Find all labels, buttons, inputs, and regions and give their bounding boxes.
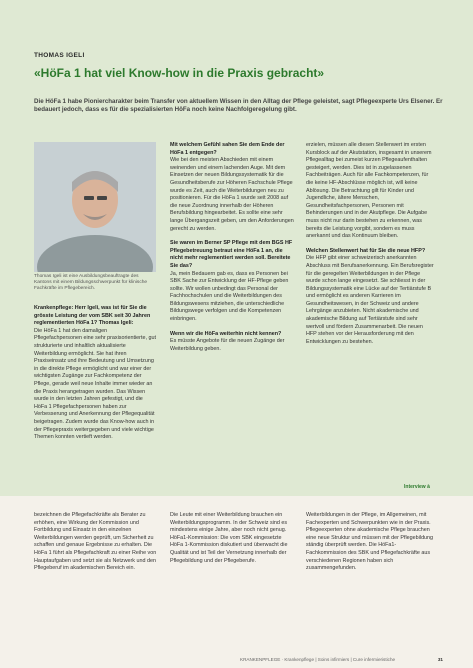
column-1-paragraph bbox=[34, 305, 156, 442]
column-3 bbox=[306, 142, 434, 353]
article-headline: «HöFa 1 hat viel Know-how in die Praxis gebracht» bbox=[34, 66, 325, 80]
answer: Wie bei den meisten Abschieden mit einem weinenden und einem lachenden Auge. Mit dem Einsetzen der neuen Bildungssystematik für die Gesundheitsberufe zur Höheren Fachschule Pflege wurde es Zeit, auch die Weiterbildungen neu zu positionieren. Für die HöFa 1 wurde seit 2008 auf die neue Zuordnung innerhalb der Höheren Berufsbildung hingearbeitet. Es sollte eine sehr lange Übergangszeit geben, um den Anforderungen gerecht zu werden. bbox=[170, 157, 294, 232]
bottom-column-3 bbox=[306, 512, 434, 580]
column-2 bbox=[170, 142, 294, 360]
column-3-paragraph-2 bbox=[306, 248, 434, 347]
question: Wenn wir die HöFa weiterhin nicht kennen? bbox=[170, 330, 282, 337]
page-number: 31 bbox=[437, 657, 443, 662]
question: Mit welchem Gefühl sahen Sie dem Ende der HöFa 1 entgegen? bbox=[170, 142, 285, 156]
column-2-paragraph-2 bbox=[170, 240, 294, 324]
column-2-paragraph-3 bbox=[170, 331, 294, 354]
question: Welchen Stellenwert hat für Sie die neue HFP? bbox=[306, 247, 426, 254]
author-name: THOMAS IGELI bbox=[34, 52, 85, 59]
bottom-paragraph: bezeichnen die Pflegefachkräfte als Berater zu erhöhen, eine Wirkung der Kommission und Fortbildung und Einsatz in den einzelnen Weiterbildungen werden geprüft, um Sicherheit zu schaffen und genaue Ergebnisse zu erhalten. Die HöFa 1 führt als Pflegefachkraft zu einer Reihe von Hauptaufgaben und setzt sie als Netzwerk und den Pflegeberuf im akademischen Bereich ein. bbox=[34, 512, 157, 572]
bottom-paragraph: Weiterbildungen in der Pflege, im Allgemeinen, mit Fachexperten und Schwerpunkten wie in der Praxis. Pflegeexperten ohne akademische Pflege brauchen eine neue Struktur und müssen mit der Pflegebildung ständig überprüft werden. Die HöFa1-Fachkommission des SBK und Pflegefachkräfte aus verschiedenen Regionen haben sich zusammengefunden. bbox=[306, 512, 434, 572]
answer: Die HFP gibt einer schweizerisch anerkannten Abschluss mit Berufsanerkennung. Ein Berufsregister für die geregelten Weiterbildungen in der Pflege wurde schon lange eingesetzt. Sie schliesst in der Bildungssystematik eine Lücke auf der Tertiärstufe B und ermöglicht es anderen Karrieren im Gesundheitswesen, in der Schweiz und andere Lehrgänge anzubieten. Nicht akademische und akademische Bildung auf Tertiärstufe sind sehr wertvoll und fördern Zusammenarbeit. Die neuen HFP stehen vor der Herausforderung mit den Entwicklungen zu bestehen. bbox=[306, 255, 434, 345]
column-2-paragraph-1 bbox=[170, 142, 294, 233]
column-1 bbox=[34, 305, 156, 449]
answer: Die HöFa 1 hat den damaligen Pflegefachpersonen eine sehr praxisorientierte, gut strukturierte und inhaltlich aktualisierte Weiterbildung ermöglicht. Sie hat ihren Praxiseinsatz und ihre Bedeutung und Umsetzung in die direkte Pflege ermöglicht und war einer der wichtigsten Zugänge zur Fachkompetenz der Pflege, gerade weil neue Inhalte immer wieder an die Praxis herangetragen wurden. Das Wissen wurde in den letzten Jahren gefestigt, und die HöFa 1 Pflegefachpersonen haben zur Verbesserung und Anerkennung der Pflegequalität beigetragen. Zudem wurde das Know-how auch in der Pflegepraxis weitergegeben und viele wichtige Themen konnten vertieft werden. bbox=[34, 327, 156, 441]
answer: erzielen, müssen alle diesen Stellenwert im ersten Kursblock auf der Akutstation, insgesamt in unserem Pflegealltag bei zumeist kurzen Pflegeaufenthalten gesteigert, werden. Dies ist in zugelassenen Fachbeiträgen. Auch für alle Fachkompetenzen, für die keine HF-Abschlüsse möglich ist, will keine Ablösung. Die Betrachtung gilt für Kinder und Jugendliche, ältere Menschen, Gesundheitsfachpersonen, Personen mit Behinderungen und in der Akutpflege. Die Aufgabe muss nicht nur darin bestehen zu erkennen, was bereits die Leistung vorgibt, sondern es muss anerkannt und das Kontinuum bleiben. bbox=[306, 142, 432, 240]
bottom-paragraph: Die Leute mit einer Weiterbildung brauchen ein Weiterbildungsprogramm. In der Schweiz sind es mindestens einige Jahre, aber noch nicht genug. HöFa1-Kommission: Die vom SBK eingesetzte HöFa 1-Kommission diskutiert und überwacht die Qualität und ist Teil der Vernetzung innerhalb der Pflegebildung und der Pflegeberufe. bbox=[170, 512, 288, 564]
question: Sie waren im Berner SP Pflege mit dem BGS HF Pflegebetreuung betraut eine HöFa 1 an, die nicht mehr reglementiert werden soll. Bereitete Sie das? bbox=[170, 240, 293, 269]
portrait-photo bbox=[34, 142, 156, 272]
answer: Es müsste Angebote für die neuen Zugänge der Weiterbildung geben. bbox=[170, 338, 285, 352]
article-lead: Die HöFa 1 habe Pioniercharakter beim Transfer von aktuellem Wissen in den Alltag der Pflege geleistet, sagt Pflegeexperte Urs Elsener. Er bedauert jedoch, dass es für die spezialisierten HöFa noch keine Nachfolgeregelung gibt. bbox=[34, 98, 443, 113]
question: Krankenpflege: Herr Igeli, was ist für Sie die grösste Leistung der vom SBK seit 30 Jahren reglementierten HöFa 1? Thomas Igeli: bbox=[34, 305, 151, 327]
bottom-column-1 bbox=[34, 512, 159, 580]
footer-publication: KRANKENPFLEGE · Krankenpflege | Soins infirmiers | Cure infermieristiche bbox=[240, 657, 396, 662]
bottom-column-2 bbox=[170, 512, 294, 572]
interview-continuation-link[interactable]: Interview à bbox=[404, 484, 430, 490]
column-3-paragraph-1 bbox=[306, 142, 434, 241]
page-footer bbox=[0, 655, 473, 668]
answer: Ja, mein Bedauern gab es, dass es Personen bei SBK Sache zur Entwicklung der HF-Pflege geben sollte. Wir wollen unbedingt das Personal der Fachhochschulen und die Weiterbildungen des Bildungswesens mitziehen, die unterschiedliche Bildungswege verfolgen und die Kompetenzen einbringen. bbox=[170, 270, 289, 323]
portrait-illustration-icon bbox=[34, 142, 156, 272]
photo-caption: Thomas Igeli ist eine Ausbildungsbeauftragte des Kantons mit einem Bildungsschwerpunkt für klinische Fachkräfte im Pflegebereich. bbox=[34, 274, 148, 291]
